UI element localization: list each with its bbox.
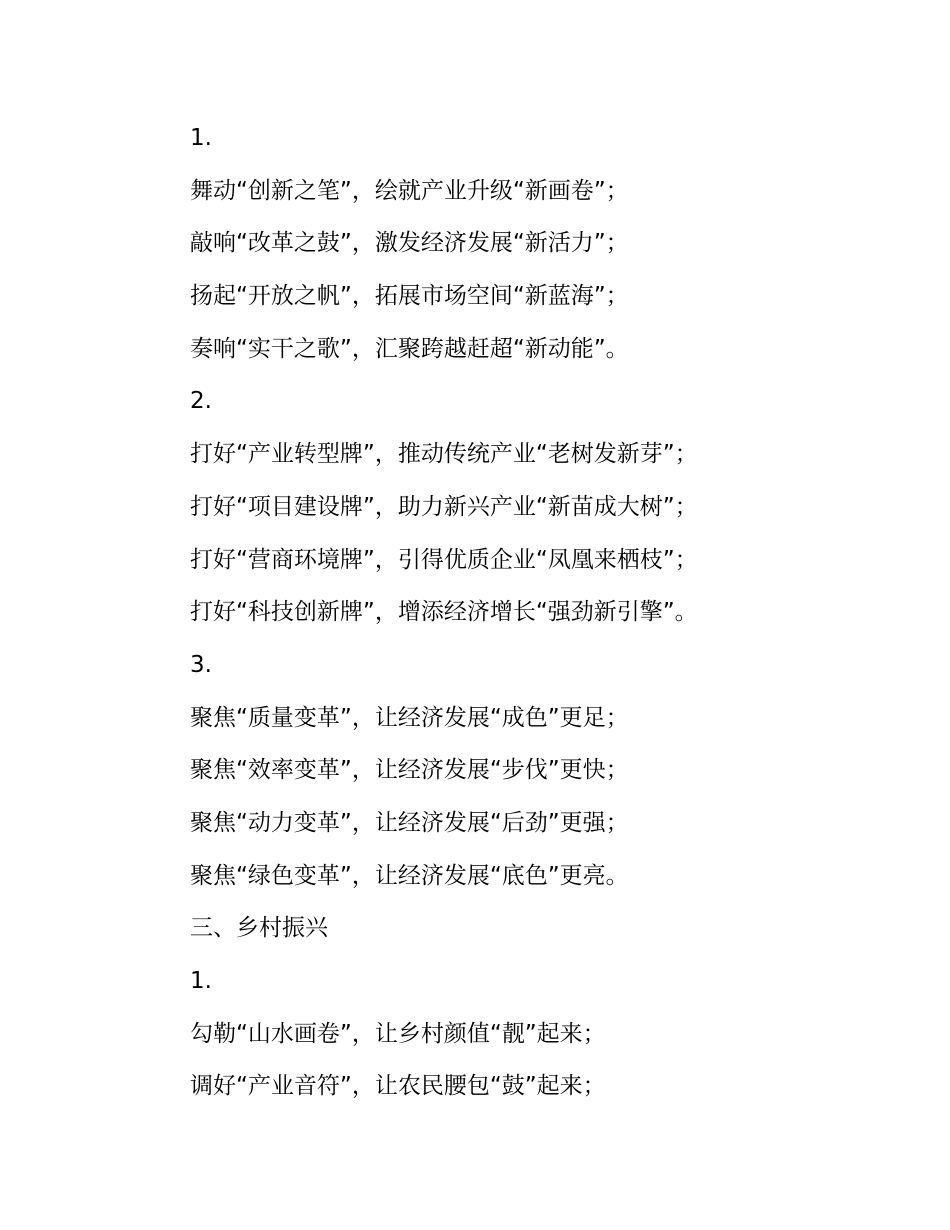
paragraph-line: 打好“科技创新牌”，增添经济增长“强劲新引擎”。	[190, 599, 698, 626]
paragraph-line: 聚焦“绿色变革”，让经济发展“底色”更亮。	[190, 862, 629, 889]
paragraph-line: 奏响“实干之歌”，汇聚跨越赶超“新动能”。	[190, 335, 629, 362]
paragraph-line: 聚焦“效率变革”，让经济发展“步伐”更快；	[190, 757, 629, 784]
paragraph-line: 扬起“开放之帆”，拓展市场空间“新蓝海”；	[190, 283, 629, 310]
list-number: 2.	[190, 388, 212, 415]
list-number: 3.	[190, 651, 212, 678]
paragraph-line: 聚焦“质量变革”，让经济发展“成色”更足；	[190, 704, 629, 731]
list-number: 1.	[190, 125, 212, 151]
paragraph-line: 舞动“创新之笔”，绘就产业升级“新画卷”；	[190, 177, 629, 204]
paragraph-line: 打好“项目建设牌”，助力新兴产业“新苗成大树”；	[190, 493, 698, 520]
document-body	[190, 112, 890, 1113]
paragraph-line: 打好“产业转型牌”，推动传统产业“老树发新芽”；	[190, 441, 698, 468]
paragraph-line: 调好“产业音符”，让农民腰包“鼓”起来；	[190, 1073, 606, 1100]
paragraph-line: 打好“营商环境牌”，引得优质企业“凤凰来栖枝”；	[190, 546, 698, 573]
paragraph-line: 敲响“改革之鼓”，激发经济发展“新活力”；	[190, 230, 629, 257]
paragraph-line: 聚焦“动力变革”，让经济发展“后劲”更强；	[190, 809, 629, 836]
paragraph-line: 勾勒“山水画卷”，让乡村颜值“靓”起来；	[190, 1020, 606, 1047]
section-heading: 三、乡村振兴	[190, 915, 328, 942]
list-number: 1.	[190, 968, 212, 994]
